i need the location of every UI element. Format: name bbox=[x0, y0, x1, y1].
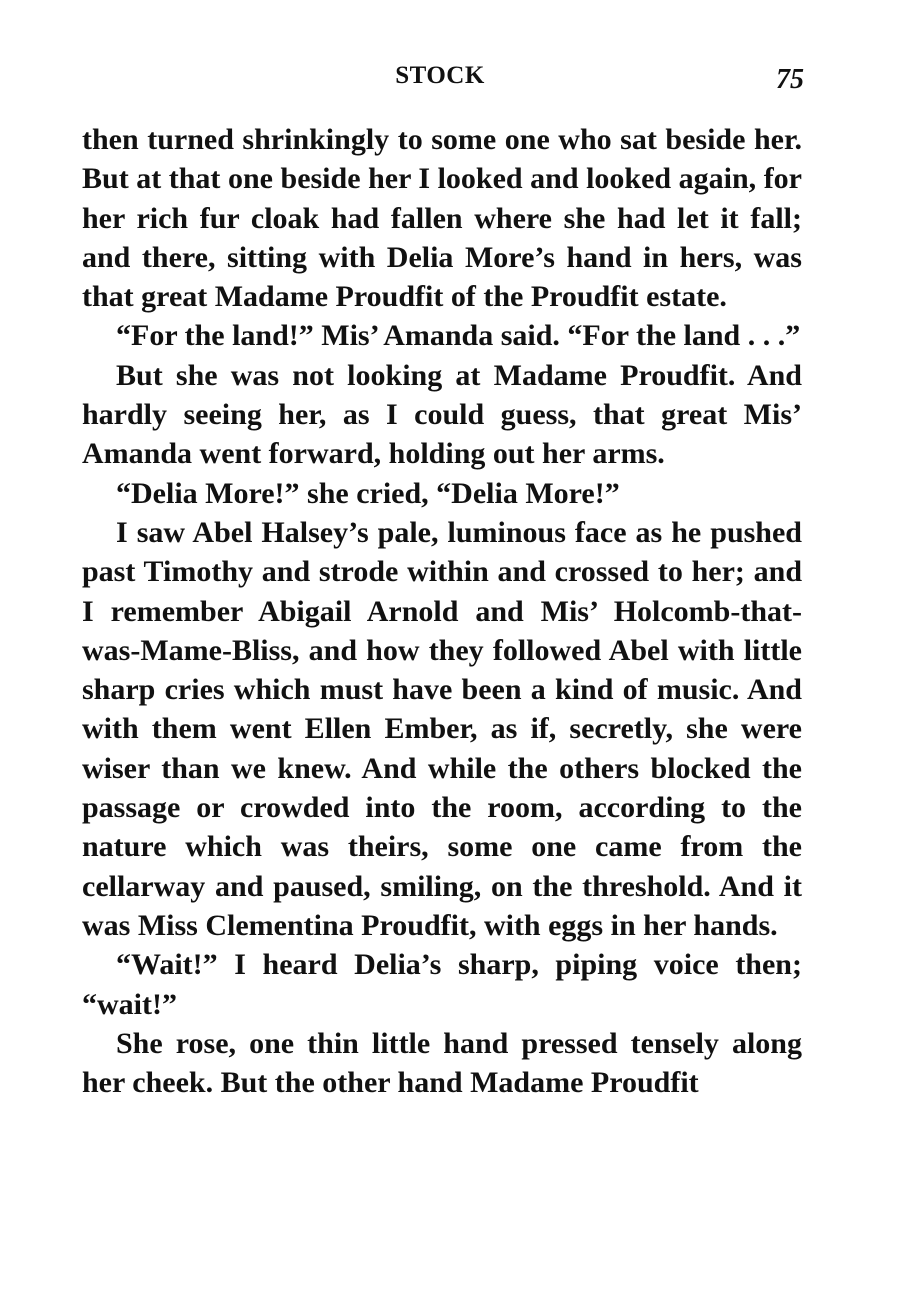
paragraph: But she was not looking at Madame Proudfit. And hardly seeing her, as I could guess, that great Mis’ Amanda went forward, holding out her arms. bbox=[82, 358, 802, 471]
paragraph: I saw Abel Halsey’s pale, luminous face as he pushed past Timothy and strode within and crossed to her; and I remember Abigail Arnold and Mis’ Holcomb-that-was-Mame-Bliss, and how they followed Abel with little sharp cries which must have been a kind of music. And with them went Ellen Ember, as if, secretly, she were wiser than we knew. And while the others blocked the passage or crowded into the room, according to the nature which was theirs, some one came from the cellarway and paused, smiling, on the threshold. And it was Miss Clementina Proudfit, with eggs in her hands. bbox=[82, 515, 802, 942]
paragraph: then turned shrinkingly to some one who sat beside her. But at that one beside her I looked and looked again, for her rich fur cloak had fallen where she had let it fall; and there, sitting with Delia More’s hand in hers, was that great Madame Proudfit of the Proudfit estate. bbox=[82, 123, 802, 314]
paragraph: “For the land!” Mis’ Amanda said. “For the land . . .” bbox=[116, 319, 801, 353]
paragraph: “Wait!” I heard Delia’s sharp, piping voice then; “wait!” bbox=[82, 948, 802, 1021]
running-head-title: STOCK bbox=[395, 62, 485, 89]
running-head bbox=[0, 58, 900, 98]
body-text bbox=[82, 120, 802, 1102]
paragraph: She rose, one thin little hand pressed tensely along her cheek. But the other hand Madame Proudfit bbox=[82, 1026, 802, 1100]
page-number: 75 bbox=[776, 64, 804, 95]
paragraph: “Delia More!” she cried, “Delia More!” bbox=[116, 476, 620, 510]
